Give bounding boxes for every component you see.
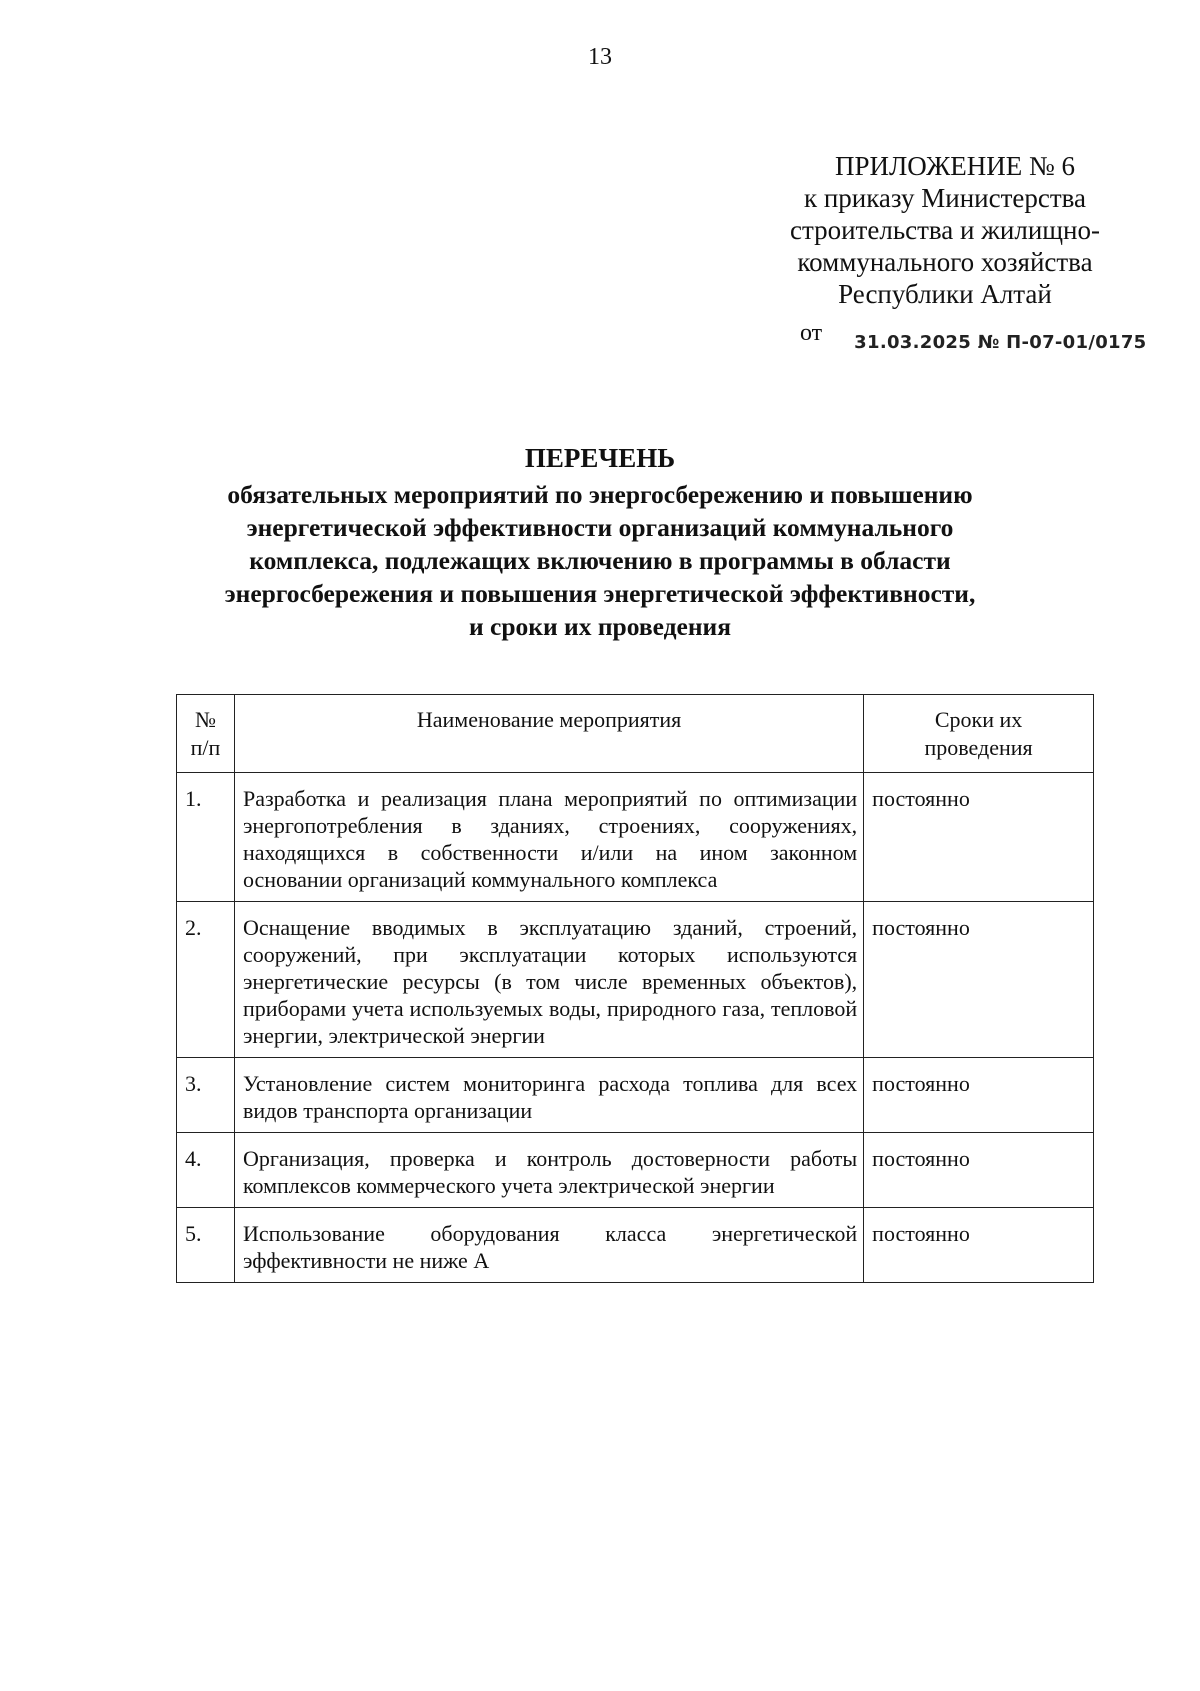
row-number: 1. [177, 773, 235, 902]
measure-term: постоянно [864, 773, 1094, 902]
from-label: от [800, 320, 823, 346]
appendix-title: ПРИЛОЖЕНИЕ № 6 [834, 151, 1076, 181]
appendix-line-3: строительства и жилищно- [790, 215, 1100, 245]
measure-term: постоянно [864, 1058, 1094, 1133]
table-row [177, 1208, 1094, 1283]
measure-term: постоянно [864, 902, 1094, 1058]
header-term-line-2: проведения [924, 735, 1033, 760]
measure-name: Организация, проверка и контроль достоверности работы комплексов коммерческого учета электрической энергии [234, 1133, 863, 1208]
document-heading [0, 442, 1200, 643]
measure-name: Установление систем мониторинга расхода топлива для всех видов транспорта организации [234, 1058, 863, 1133]
header-term-line-1: Сроки их [934, 707, 1023, 732]
appendix-header [760, 150, 1130, 310]
order-reference [800, 320, 1147, 355]
measure-term: постоянно [864, 1208, 1094, 1283]
measure-term: постоянно [864, 1133, 1094, 1208]
header-name-text: Наименование мероприятия [416, 707, 682, 732]
document-title: ПЕРЕЧЕНЬ [524, 443, 676, 473]
heading-line-4: энергосбережения и повышения энергетической эффективности, [224, 579, 976, 608]
header-num-line-1: № [194, 707, 216, 732]
header-term [864, 695, 1094, 773]
table-row [177, 773, 1094, 902]
appendix-line-4: коммунального хозяйства [797, 247, 1093, 277]
order-stamp: 31.03.2025 № П-07-01/0175 [854, 332, 1147, 353]
table-header-row [177, 695, 1094, 773]
measure-name: Использование оборудования класса энергетической эффективности не ниже А [234, 1208, 863, 1283]
measures-table [176, 694, 1094, 1283]
measure-name: Оснащение вводимых в эксплуатацию зданий, строений, сооружений, при эксплуатации которых используются энергетические ресурсы (в том числе временных объектов), приборами учета используемых воды, природного газа, тепловой энергии, электрической энергии [234, 902, 863, 1058]
row-number: 2. [177, 902, 235, 1058]
heading-line-1: обязательных мероприятий по энергосбережению и повышению [227, 480, 973, 509]
table-row [177, 1133, 1094, 1208]
appendix-line-2: к приказу Министерства [803, 183, 1087, 213]
measure-name: Разработка и реализация плана мероприятий по оптимизации энергопотребления в зданиях, строениях, сооружениях, находящихся в собственности и/или на ином законном основании организаций коммунального комплекса [234, 773, 863, 902]
heading-line-2: энергетической эффективности организаций коммунального [246, 513, 954, 542]
page-number: 13 [588, 44, 612, 70]
row-number: 3. [177, 1058, 235, 1133]
row-number: 5. [177, 1208, 235, 1283]
row-number: 4. [177, 1133, 235, 1208]
heading-line-3: комплекса, подлежащих включению в программы в области [249, 546, 951, 575]
header-num-line-2: п/п [190, 735, 221, 760]
header-num [177, 695, 235, 773]
header-name [234, 695, 863, 773]
appendix-line-5: Республики Алтай [838, 279, 1052, 309]
heading-line-5: и сроки их проведения [468, 612, 732, 641]
table-row [177, 902, 1094, 1058]
table-row [177, 1058, 1094, 1133]
